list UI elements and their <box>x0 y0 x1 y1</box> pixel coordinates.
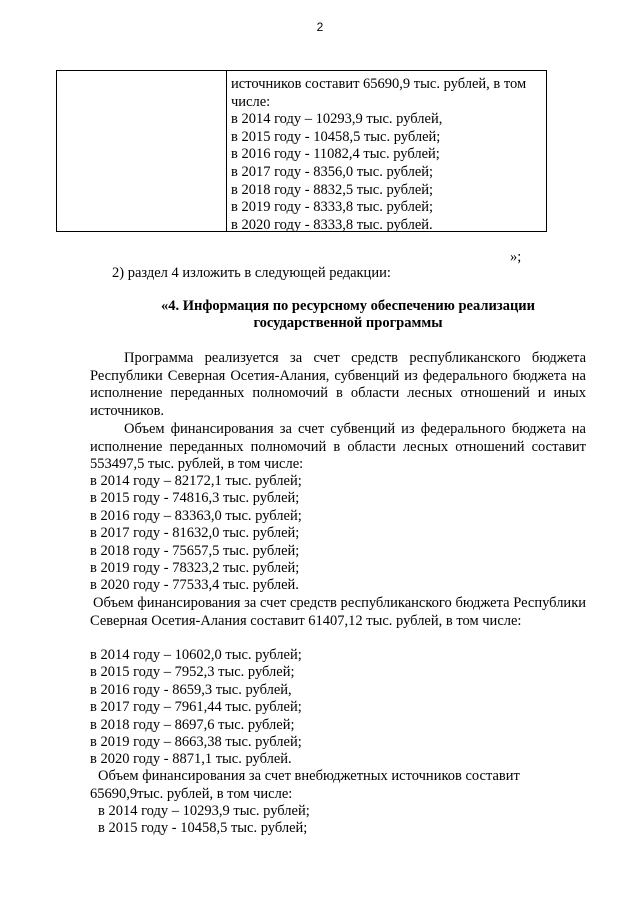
list-item: в 2019 году – 8663,38 тыс. рублей; <box>90 734 302 751</box>
list-item: в 2019 году - 78323,2 тыс. рублей; <box>90 560 300 577</box>
list-item: в 2018 году - 75657,5 тыс. рублей; <box>90 542 300 559</box>
table-line: в 2017 году - 8356,0 тыс. рублей; <box>231 163 434 180</box>
table-line: в 2014 году – 10293,9 тыс. рублей, <box>231 111 443 128</box>
table-line: в 2020 году - 8333,8 тыс. рублей. <box>231 216 433 233</box>
list-item: в 2020 году - 8871,1 тыс. рублей. <box>90 751 292 768</box>
federal-paragraph: Объем финансирования за счет субвенций из федерального бюджета на исполнение переданных полномочий в области лесных отношений составит 553497,5 тыс. рублей, в том числе: <box>90 421 586 472</box>
list-item: в 2014 году – 10293,9 тыс. рублей; <box>98 803 310 819</box>
list-item: в 2015 году – 7952,3 тыс. рублей; <box>90 664 295 681</box>
list-item: в 2014 году – 10602,0 тыс. рублей; <box>90 647 302 663</box>
section-title-line: государственной программы <box>253 315 443 331</box>
intro-paragraph: Программа реализуется за счет средств республиканского бюджета Республики Северная Осетия-Алания, субвенций из федерального бюджета на исполнение переданных полномочий в области лесных отношений и иных источников. <box>90 350 586 419</box>
list-item: в 2020 году - 77533,4 тыс. рублей. <box>90 577 299 594</box>
extrabudget-line-1: Объем финансирования за счет внебюджетных источников составит <box>98 768 520 784</box>
list-item: в 2018 году – 8697,6 тыс. рублей; <box>90 716 295 733</box>
list-item: в 2017 году - 81632,0 тыс. рублей; <box>90 525 300 542</box>
table-line: в 2018 году - 8832,5 тыс. рублей; <box>231 181 434 198</box>
list-item: в 2014 году – 82172,1 тыс. рублей; <box>90 473 302 489</box>
table-line: источников составит 65690,9 тыс. рублей, в том <box>231 76 527 92</box>
section-title <box>96 298 600 332</box>
republic-funding-list <box>90 647 302 769</box>
extrabudget-line-2: 65690,9тыс. рублей, в том числе: <box>90 786 293 802</box>
page-number: 2 <box>316 20 324 34</box>
instruction-text: 2) раздел 4 изложить в следующей редакции: <box>112 265 391 281</box>
table-line: в 2015 году - 10458,5 тыс. рублей; <box>231 128 441 145</box>
extrabudget-funding-list <box>98 803 310 838</box>
table-line: в 2019 году - 8333,8 тыс. рублей; <box>231 199 434 216</box>
republic-paragraph: Объем финансирования за счет средств республиканского бюджета Республики Северная Осетия-Алания составит 61407,12 тыс. рублей, в том числе: <box>90 595 586 629</box>
funding-table <box>56 70 547 232</box>
list-item: в 2015 году - 10458,5 тыс. рублей; <box>98 820 308 837</box>
list-item: в 2016 году - 8659,3 тыс. рублей, <box>90 681 292 698</box>
section-title-line: «4. Информация по ресурсному обеспечению реализации <box>160 298 536 314</box>
list-item: в 2017 году – 7961,44 тыс. рублей; <box>90 699 302 716</box>
table-line: в 2016 году - 11082,4 тыс. рублей; <box>231 146 440 163</box>
list-item: в 2016 году – 83363,0 тыс. рублей; <box>90 507 302 524</box>
closing-quote: »; <box>510 249 522 265</box>
federal-funding-list <box>90 473 302 595</box>
table-line: числе: <box>231 93 271 110</box>
list-item: в 2015 году - 74816,3 тыс. рублей; <box>90 490 300 507</box>
table-column-divider <box>226 71 227 231</box>
table-value-cell <box>231 76 541 234</box>
